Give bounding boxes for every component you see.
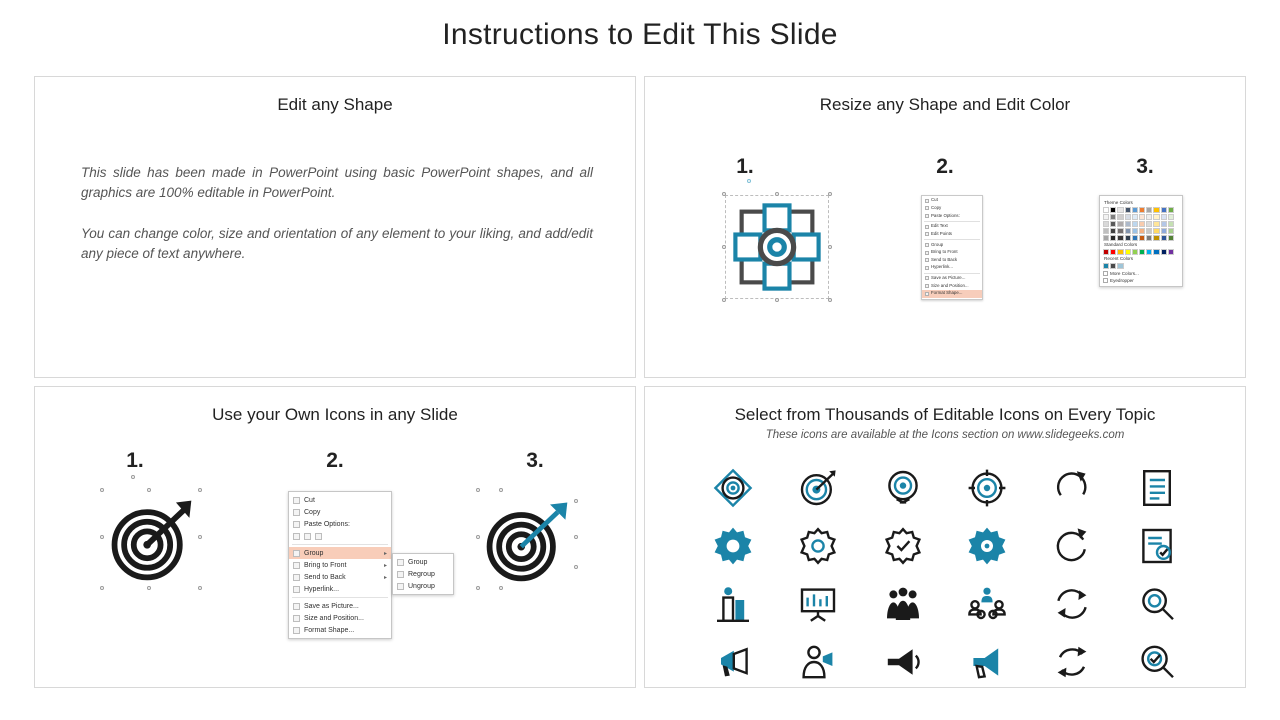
menu-item-label: Cut: [304, 496, 315, 504]
hyperlink-icon: [925, 266, 929, 270]
swatch[interactable]: [1110, 249, 1116, 255]
icons-step-2-number: 2.: [326, 449, 344, 472]
edit-text-icon: [925, 225, 929, 229]
size-position-icon: [925, 284, 929, 288]
save-picture-icon: [925, 276, 929, 280]
swatch[interactable]: [1139, 228, 1145, 234]
menu-item-label: Hyperlink...: [931, 264, 953, 270]
menu-item-label: Format Shape...: [931, 290, 963, 296]
swatch[interactable]: [1146, 235, 1152, 241]
more-colors-label: More Colors...: [1110, 270, 1139, 276]
eyedropper-row[interactable]: [1103, 278, 1179, 283]
context-menu-list[interactable]: [288, 491, 392, 639]
resize-step-2-number: 2.: [936, 155, 954, 178]
save-picture-icon: [293, 603, 300, 610]
swatch[interactable]: [1168, 221, 1174, 227]
swatch[interactable]: [1117, 221, 1123, 227]
panel-editable-icons: [644, 386, 1246, 688]
menu-item-copy[interactable]: [289, 506, 391, 518]
swatch[interactable]: [1117, 249, 1123, 255]
menu-item-label: Copy: [931, 205, 942, 211]
swatch[interactable]: [1125, 207, 1131, 213]
recycle-arrows-icon[interactable]: [1052, 642, 1092, 682]
swatch[interactable]: [1168, 235, 1174, 241]
menu-item-edit-points[interactable]: [922, 231, 982, 239]
panel-editable-icons-subtitle: These icons are available at the Icons section on www.slidegeeks.com: [765, 429, 1125, 441]
size-position-icon: [293, 615, 300, 622]
document-list-icon[interactable]: [1137, 468, 1177, 508]
swatch[interactable]: [1103, 221, 1109, 227]
submenu-item-label: Group: [408, 558, 428, 566]
swatch[interactable]: [1139, 249, 1145, 255]
menu-item-send-to-back[interactable]: [922, 256, 982, 264]
icons-step-1: [35, 449, 235, 473]
standard-colors-row[interactable]: [1103, 249, 1179, 255]
chevron-right-icon: ▸: [383, 562, 387, 569]
menu-item-hyperlink[interactable]: [922, 264, 982, 272]
resize-step-1-number: 1.: [736, 155, 754, 178]
menu-item-save-as-picture[interactable]: [289, 600, 391, 612]
menu-item-bring-to-front[interactable]: [289, 559, 391, 571]
swatch[interactable]: [1110, 235, 1116, 241]
menu-item-label: Bring to Front: [931, 249, 958, 255]
panel-edit-shape-title: Edit any Shape: [277, 95, 393, 114]
resize-step-3: [1045, 155, 1245, 179]
swatch[interactable]: [1117, 207, 1123, 213]
paste-icon: [925, 214, 929, 218]
eyedropper-icon: [1103, 278, 1108, 283]
menu-item-label: Bring to Front: [304, 561, 347, 569]
shape-context-menu[interactable]: [921, 195, 983, 300]
ungrouped-target-dart[interactable]: [479, 491, 575, 587]
swatch[interactable]: [1153, 235, 1159, 241]
send-to-back-icon: [925, 258, 929, 262]
menu-item-label: Size and Position...: [304, 614, 364, 622]
swatch[interactable]: [1139, 207, 1145, 213]
submenu-item-label: Ungroup: [408, 582, 435, 590]
swatch[interactable]: [1132, 214, 1138, 220]
swatch[interactable]: [1125, 214, 1131, 220]
menu-item-group[interactable]: [289, 547, 391, 559]
swatch[interactable]: [1146, 214, 1152, 220]
hyperlink-icon: [293, 586, 300, 593]
swatch[interactable]: [1110, 207, 1116, 213]
loudspeaker-icon[interactable]: [883, 642, 923, 682]
icons-step-2: [235, 449, 435, 473]
swatch[interactable]: [1125, 249, 1131, 255]
menu-item-label: Cut: [931, 197, 938, 203]
gear-outline-icon[interactable]: [798, 526, 838, 566]
menu-item-label: Format Shape...: [304, 626, 355, 634]
group-submenu[interactable]: [392, 553, 454, 595]
swatch[interactable]: [1103, 249, 1109, 255]
panel-grid: [34, 76, 1246, 696]
menu-item-bring-to-front[interactable]: [922, 249, 982, 257]
menu-item-paste-options[interactable]: [289, 518, 391, 530]
gear-settings-icon[interactable]: [967, 526, 1007, 566]
swatch[interactable]: [1132, 228, 1138, 234]
target-dart-selection[interactable]: [103, 491, 199, 587]
paste-picture-icon: [304, 533, 311, 540]
panel-resize-shape: [644, 76, 1246, 378]
menu-item-label: Paste Options:: [931, 212, 960, 218]
menu-item-group[interactable]: [922, 241, 982, 249]
swatch[interactable]: [1153, 249, 1159, 255]
paste-icon: [293, 521, 300, 528]
rotate-handle[interactable]: [131, 475, 135, 479]
person-speaker-icon[interactable]: [798, 642, 838, 682]
chevron-right-icon: ▸: [383, 574, 387, 581]
swatch[interactable]: [1103, 263, 1109, 269]
menu-item-format-shape[interactable]: [289, 624, 391, 636]
swatch[interactable]: [1168, 228, 1174, 234]
swatch[interactable]: [1132, 207, 1138, 213]
swatch[interactable]: [1153, 228, 1159, 234]
target-icon[interactable]: [713, 468, 753, 508]
bring-to-front-icon: [293, 562, 300, 569]
swatch[interactable]: [1146, 221, 1152, 227]
menu-item-label: Size and Position...: [931, 282, 969, 288]
swatch[interactable]: [1132, 249, 1138, 255]
refresh-arrow-icon[interactable]: [1052, 468, 1092, 508]
group-icon: [925, 243, 929, 247]
menu-item-hyperlink[interactable]: [289, 583, 391, 595]
presentation-board-icon[interactable]: [798, 584, 838, 624]
panel-own-icons-title: Use your Own Icons in any Slide: [212, 405, 458, 424]
panel-resize-shape-title: Resize any Shape and Edit Color: [819, 95, 1071, 114]
swatch[interactable]: [1168, 249, 1174, 255]
swatch[interactable]: [1110, 228, 1116, 234]
menu-item-label: Edit Text: [931, 223, 948, 229]
menu-item-label: Edit Points: [931, 230, 952, 236]
menu-item-label: Save as Picture...: [931, 275, 966, 281]
theme-colors-row[interactable]: [1103, 221, 1179, 227]
edit-points-icon: [925, 232, 929, 236]
icon-library-grid: [691, 459, 1199, 691]
ungroup-icon: [397, 583, 404, 590]
swatch[interactable]: [1117, 263, 1123, 269]
swatch[interactable]: [1161, 214, 1167, 220]
menu-divider: [924, 239, 980, 240]
copy-icon: [293, 509, 300, 516]
swatch[interactable]: [1161, 221, 1167, 227]
swatch[interactable]: [1146, 228, 1152, 234]
swatch[interactable]: [1103, 228, 1109, 234]
standard-colors-label: Standard Colors: [1104, 242, 1138, 248]
trophy-target-icon[interactable]: [883, 468, 923, 508]
announce-megaphone-icon[interactable]: [967, 642, 1007, 682]
cut-icon: [925, 199, 929, 203]
swatch[interactable]: [1168, 214, 1174, 220]
selected-shape-preview[interactable]: [725, 195, 829, 299]
swatch[interactable]: [1110, 221, 1116, 227]
magnifier-icon[interactable]: [1137, 584, 1177, 624]
swatch[interactable]: [1103, 207, 1109, 213]
paragraph-1: This slide has been made in PowerPoint using basic PowerPoint shapes, and all graphics are 100% editable in PowerPoint.: [81, 165, 593, 200]
theme-colors-label: Theme Colors: [1104, 200, 1133, 205]
group-icon: [293, 550, 300, 557]
swatch[interactable]: [1117, 235, 1123, 241]
swatch[interactable]: [1103, 214, 1109, 220]
menu-divider: [292, 544, 388, 545]
theme-colors-row[interactable]: [1103, 214, 1179, 220]
swatch[interactable]: [1161, 228, 1167, 234]
submenu-item-regroup[interactable]: [393, 568, 453, 580]
swatch[interactable]: [1132, 235, 1138, 241]
icons-step-1-number: 1.: [126, 449, 144, 472]
people-group-icon[interactable]: [883, 584, 923, 624]
swatch[interactable]: [1161, 207, 1167, 213]
swatch[interactable]: [1168, 207, 1174, 213]
swatch[interactable]: [1125, 221, 1131, 227]
paste-keep-formatting-icon: [293, 533, 300, 540]
swatch[interactable]: [1110, 263, 1116, 269]
search-target-icon[interactable]: [1137, 642, 1177, 682]
menu-item-label: Paste Options:: [304, 520, 350, 528]
gear-icon[interactable]: [713, 526, 753, 566]
document-check-icon[interactable]: [1137, 526, 1177, 566]
format-shape-icon: [293, 627, 300, 634]
menu-item-copy[interactable]: [922, 205, 982, 213]
panel-own-icons: [34, 386, 636, 688]
puzzle-target-icon: [725, 195, 829, 299]
submenu-item-group[interactable]: [393, 556, 453, 568]
menu-item-label: Group: [931, 241, 944, 247]
resize-step-3-number: 3.: [1136, 155, 1154, 178]
format-shape-icon: [925, 292, 929, 296]
menu-divider: [292, 597, 388, 598]
submenu-item-label: Regroup: [408, 570, 435, 578]
resize-step-2: [845, 155, 1045, 179]
swatch[interactable]: [1125, 235, 1131, 241]
dart-target-icon: [103, 491, 199, 587]
crosshair-icon[interactable]: [967, 468, 1007, 508]
resize-step-1: [645, 155, 845, 179]
swatch[interactable]: [1161, 235, 1167, 241]
swatch[interactable]: [1132, 221, 1138, 227]
dart-target-colored-icon: [479, 491, 575, 587]
menu-item-label: Group: [304, 549, 324, 557]
swatch[interactable]: [1139, 214, 1145, 220]
menu-item-label: Save as Picture...: [304, 602, 359, 610]
swatch[interactable]: [1139, 235, 1145, 241]
theme-colors-row[interactable]: [1103, 228, 1179, 234]
sync-arrows-icon[interactable]: [1052, 584, 1092, 624]
panel-editable-icons-title: Select from Thousands of Editable Icons on Every Topic: [734, 405, 1156, 424]
swatch[interactable]: [1110, 214, 1116, 220]
context-menu-list[interactable]: [921, 195, 983, 300]
chevron-right-icon: ▸: [383, 550, 387, 557]
rotate-handle[interactable]: [747, 179, 751, 183]
paste-option-icons[interactable]: [289, 530, 391, 542]
group-icon: [397, 559, 404, 566]
swatch[interactable]: [1139, 221, 1145, 227]
swatch[interactable]: [1146, 249, 1152, 255]
menu-item-save-as-picture[interactable]: [922, 275, 982, 283]
submenu-item-ungroup[interactable]: [393, 580, 453, 592]
theme-colors-row[interactable]: [1103, 235, 1179, 241]
eyedropper-label: Eyedropper: [1110, 277, 1134, 283]
dart-target-icon[interactable]: [798, 468, 838, 508]
paste-text-icon: [315, 533, 322, 540]
menu-item-label: Send to Back: [304, 573, 346, 581]
menu-item-size-and-position[interactable]: [922, 282, 982, 290]
swatch[interactable]: [1103, 235, 1109, 241]
swatch[interactable]: [1153, 207, 1159, 213]
person-podium-icon[interactable]: [713, 584, 753, 624]
more-colors-icon: [1103, 271, 1108, 276]
megaphone-icon[interactable]: [713, 642, 753, 682]
panel-edit-shape-text: [81, 163, 593, 263]
recent-colors-label: Recent Colors: [1104, 256, 1134, 262]
copy-icon: [925, 206, 929, 210]
menu-divider: [924, 221, 980, 222]
panel-edit-shape: [34, 76, 636, 378]
icons-step-3-number: 3.: [526, 449, 544, 472]
team-meeting-icon[interactable]: [967, 584, 1007, 624]
paragraph-2: You can change color, size and orientation of any element to your liking, and add/edit any piece of text anywhere.: [81, 226, 593, 261]
page-title: Instructions to Edit This Slide: [442, 18, 838, 51]
regroup-icon: [397, 571, 404, 578]
swatch[interactable]: [1153, 221, 1159, 227]
menu-item-cut[interactable]: [922, 197, 982, 205]
menu-item-cut[interactable]: [289, 494, 391, 506]
swatch[interactable]: [1161, 249, 1167, 255]
send-to-back-icon: [293, 574, 300, 581]
icons-step-3: [435, 449, 635, 473]
swatch[interactable]: [1117, 214, 1123, 220]
menu-item-size-and-position[interactable]: [289, 612, 391, 624]
menu-item-label: Hyperlink...: [304, 585, 340, 593]
more-colors-row[interactable]: [1103, 271, 1179, 276]
cut-icon: [293, 497, 300, 504]
menu-divider: [924, 273, 980, 274]
swatch[interactable]: [1125, 228, 1131, 234]
bring-to-front-icon: [925, 251, 929, 255]
gear-check-icon[interactable]: [883, 526, 923, 566]
theme-colors-row[interactable]: [1103, 207, 1179, 213]
menu-item-paste-options[interactable]: [922, 212, 982, 220]
circular-arrow-icon[interactable]: [1052, 526, 1092, 566]
menu-item-edit-text[interactable]: [922, 223, 982, 231]
color-picker[interactable]: [1099, 195, 1183, 287]
menu-item-format-shape[interactable]: [922, 290, 982, 298]
color-picker-popup[interactable]: [1099, 195, 1183, 287]
menu-item-label: Send to Back: [931, 256, 958, 262]
swatch[interactable]: [1117, 228, 1123, 234]
menu-item-send-to-back[interactable]: [289, 571, 391, 583]
icon-context-menu[interactable]: [288, 491, 435, 639]
swatch[interactable]: [1146, 207, 1152, 213]
recent-colors-row[interactable]: [1103, 263, 1179, 269]
swatch[interactable]: [1153, 214, 1159, 220]
menu-item-label: Copy: [304, 508, 321, 516]
